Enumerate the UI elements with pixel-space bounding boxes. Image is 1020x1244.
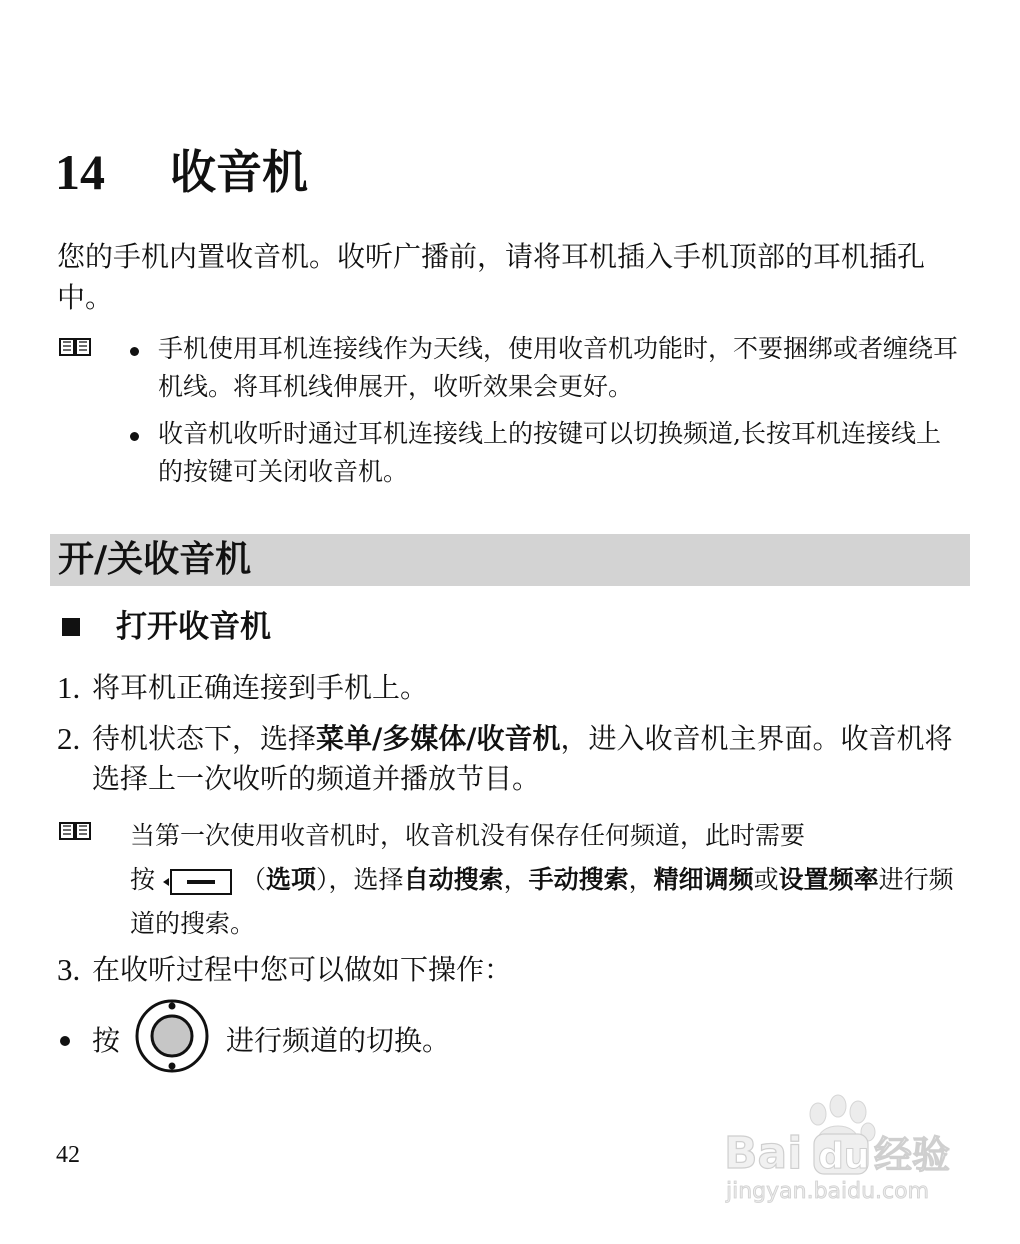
note-text: 手机使用耳机连接线作为天线，使用收音机功能时，不要捆绑或者缠绕耳机线。将耳机线伸展开，收听效果会更好。 [158,334,959,401]
chapter-title: 收音机 [170,145,308,199]
note-line: 当第一次使用收音机时，收音机没有保存任何频道，此时需要 [130,821,806,850]
subsection-title: 打开收音机 [116,609,271,645]
step-number: 3. [57,952,81,987]
step-text: 将耳机正确连接到手机上。 [92,671,429,704]
navigation-key-icon [134,998,210,1074]
note-item [128,330,958,406]
svg-text:经验: 经验 [874,1133,951,1177]
black-square-icon [62,618,80,636]
menu-path: 菜单/多媒体/收音机 [316,722,561,755]
auto-search-option: 自动搜索 [403,865,504,894]
left-softkey-icon [161,866,235,894]
svg-text:du: du [818,1136,870,1177]
baidu-jingyan-watermark [722,1088,972,1208]
section-title: 开/关收音机 [58,539,252,580]
svg-text:jingyan.baidu.com: jingyan.baidu.com [726,1179,930,1204]
fine-tune-option: 精细调频 [653,865,754,894]
page-number: 42 [56,1142,80,1168]
step-text: 在收听过程中您可以做如下操作： [92,953,513,986]
or-word: 或 [753,865,779,894]
press-label: 按 [92,1024,121,1057]
step-number: 2. [57,721,81,756]
step-text-pre: 待机状态下，选择 [92,722,317,755]
open-book-icon [58,820,92,842]
press-label: 按 [130,865,156,894]
open-book-icon [58,336,92,358]
svg-text:Bai: Bai [724,1128,803,1179]
bullet-dot [130,432,139,441]
note-list [128,330,958,500]
paren-open: （ [241,865,267,894]
bullet-text: 进行频道的切换。 [226,1024,451,1057]
note-tail: 进行频道的搜索。 [130,865,954,938]
manual-search-option: 手动搜索 [528,865,629,894]
paren-close: ），选择 [316,865,404,894]
options-label: 选项 [266,865,317,894]
note-item [128,415,958,491]
separator: ， [628,865,654,894]
set-frequency-option: 设置频率 [778,865,879,894]
step-text [92,719,972,799]
note-paragraph [130,814,960,946]
intro-paragraph: 您的手机内置收音机。收听广播前，请将耳机插入手机顶部的耳机插孔中。 [57,240,926,314]
chapter-number: 14 [55,144,105,200]
step-number: 1. [57,670,81,705]
bullet-dot [60,1036,70,1046]
bullet-dot [130,347,139,356]
separator: ， [503,865,529,894]
note-text: 收音机收听时通过耳机连接线上的按键可以切换频道,长按耳机连接线上的按键可关闭收音机。 [158,419,941,486]
step-text-post: ，进入收音机主界面。收音机将选择上一次收听的频道并播放节目。 [92,722,953,795]
